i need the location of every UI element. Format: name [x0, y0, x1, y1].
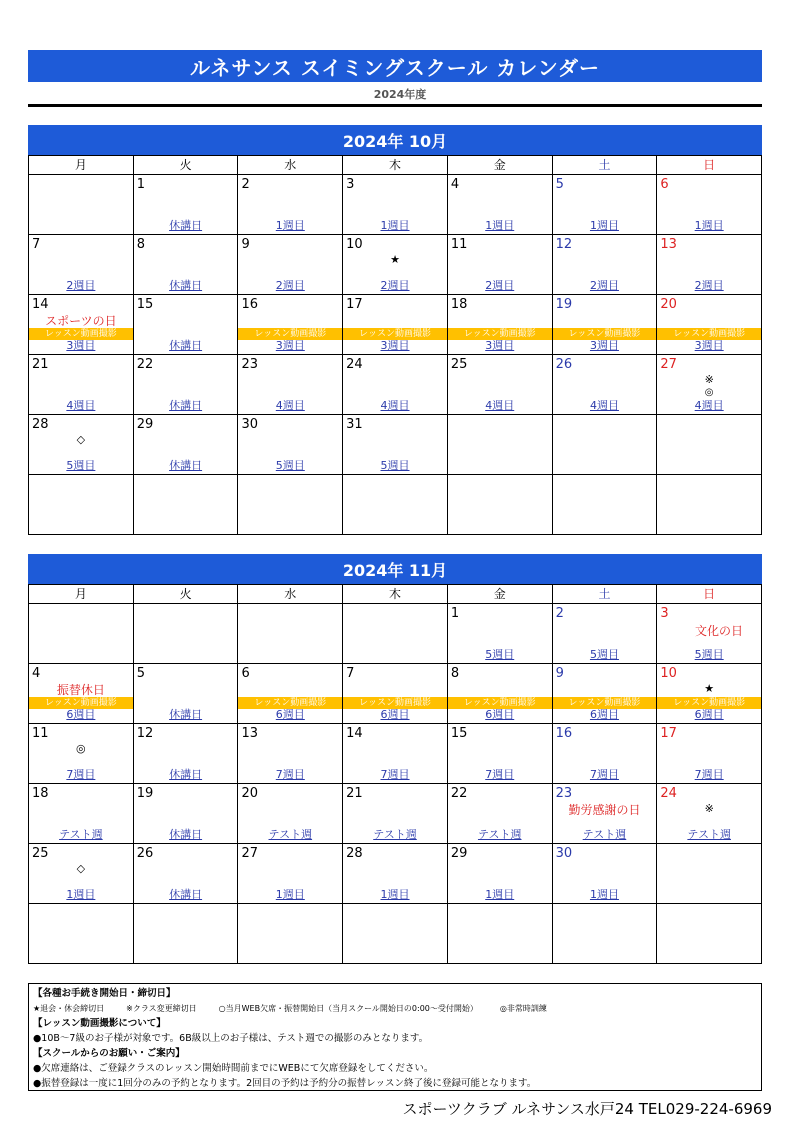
weekday-label: 水 — [238, 156, 343, 175]
weekday-label: 日 — [657, 585, 762, 604]
day-cell — [553, 724, 658, 784]
day-cell — [29, 175, 134, 235]
event-symbol: ★ — [390, 253, 400, 266]
day-number: 3 — [660, 606, 669, 621]
day-cell — [553, 784, 658, 844]
day-number: 23 — [555, 786, 573, 801]
week-row — [29, 664, 762, 724]
day-number: 19 — [555, 297, 573, 312]
day-number: 2 — [241, 177, 250, 192]
day-number: 20 — [660, 297, 677, 312]
week-label: 1週目 — [275, 219, 305, 232]
notes-line: ●欠席連絡は、ご登録クラスのレッスン開始時間前までにWEBにて欠席登録をしてください。 — [33, 1063, 434, 1074]
video-shoot-band: レッスン動画撮影 — [29, 328, 133, 340]
week-label: 7週目 — [589, 768, 619, 781]
day-number: 1 — [136, 177, 145, 192]
day-cell — [343, 295, 448, 355]
day-cell — [238, 724, 343, 784]
video-shoot-band: レッスン動画撮影 — [448, 328, 552, 340]
week-label: テスト週 — [373, 828, 417, 841]
day-number: 10 — [346, 237, 363, 252]
week-label: 3週目 — [485, 339, 515, 352]
day-number: 25 — [450, 357, 468, 372]
day-cell — [448, 295, 553, 355]
video-shoot-band: レッスン動画撮影 — [343, 328, 447, 340]
day-number: 15 — [450, 726, 468, 741]
week-label: 6週目 — [589, 708, 619, 721]
day-cell — [238, 475, 343, 535]
week-row — [29, 844, 762, 904]
week-label: 6週目 — [275, 708, 305, 721]
day-number: 14 — [346, 726, 363, 741]
weekday-label: 土 — [553, 156, 658, 175]
day-cell — [448, 664, 553, 724]
week-label: 2週目 — [66, 279, 96, 292]
week-label: 1週目 — [66, 888, 96, 901]
day-number: 9 — [555, 666, 564, 681]
day-number: 5 — [555, 177, 564, 192]
day-number: 11 — [32, 726, 49, 741]
day-number: 8 — [136, 237, 145, 252]
day-cell — [553, 295, 658, 355]
day-number: 19 — [136, 786, 154, 801]
legend-item: ※クラス変更締切日 — [126, 1004, 197, 1013]
week-label: 休講日 — [169, 888, 203, 901]
day-cell — [448, 844, 553, 904]
week-label: 4週目 — [380, 399, 410, 412]
week-label: 休講日 — [169, 399, 203, 412]
week-label: 5週目 — [275, 459, 305, 472]
day-number: 9 — [241, 237, 250, 252]
day-number: 22 — [450, 786, 468, 801]
weekday-header-row — [29, 156, 762, 175]
day-number: 26 — [555, 357, 573, 372]
week-row — [29, 355, 762, 415]
week-label: テスト週 — [477, 828, 522, 841]
day-cell — [343, 175, 448, 235]
day-cell — [134, 475, 239, 535]
event-symbol: ※ — [704, 802, 714, 815]
day-number: 8 — [450, 666, 460, 681]
day-cell — [448, 784, 553, 844]
day-cell — [29, 475, 134, 535]
day-cell — [553, 235, 658, 295]
day-cell — [448, 904, 553, 964]
day-cell — [238, 844, 343, 904]
day-cell — [134, 724, 239, 784]
week-label: 3週目 — [694, 339, 724, 352]
day-number: 17 — [660, 726, 677, 741]
day-cell — [134, 295, 239, 355]
week-label: 5週目 — [589, 648, 619, 661]
week-label: 7週目 — [275, 768, 305, 781]
week-label: 6週目 — [485, 708, 515, 721]
weekday-label: 月 — [29, 585, 134, 604]
day-number: 4 — [450, 177, 460, 192]
day-number: 30 — [555, 846, 573, 861]
week-label: 5週目 — [380, 459, 410, 472]
day-number: 23 — [241, 357, 258, 372]
day-cell — [238, 664, 343, 724]
week-label: 6週目 — [694, 708, 724, 721]
week-label: テスト週 — [59, 828, 103, 841]
day-cell — [343, 355, 448, 415]
day-number: 13 — [241, 726, 258, 741]
day-cell — [343, 235, 448, 295]
holiday-label: 勤労感謝の日 — [568, 803, 641, 817]
day-number: 28 — [346, 846, 363, 861]
day-number: 20 — [241, 786, 258, 801]
day-cell — [448, 175, 553, 235]
day-cell — [238, 235, 343, 295]
day-number: 21 — [32, 357, 49, 372]
day-number: 28 — [32, 417, 49, 432]
day-cell — [29, 664, 134, 724]
day-cell — [657, 904, 762, 964]
week-label: 1週目 — [275, 888, 305, 901]
day-cell — [134, 415, 239, 475]
week-label: 6週目 — [380, 708, 410, 721]
day-cell — [553, 664, 658, 724]
day-number: 31 — [346, 417, 363, 432]
week-label: 1週目 — [380, 219, 410, 232]
week-label: 1週目 — [485, 219, 515, 232]
day-number: 7 — [346, 666, 355, 681]
day-cell — [343, 724, 448, 784]
week-row — [29, 295, 762, 355]
week-label: テスト週 — [268, 828, 313, 841]
day-cell — [448, 604, 553, 664]
week-label: 4週目 — [485, 399, 515, 412]
week-label: 2週目 — [589, 279, 619, 292]
day-number: 16 — [555, 726, 573, 741]
notes-box — [28, 983, 762, 1091]
legend-item: ◎非常時訓練 — [499, 1004, 547, 1013]
day-cell — [553, 415, 658, 475]
week-label: 1週目 — [589, 219, 619, 232]
day-number: 18 — [32, 786, 49, 801]
day-number: 11 — [450, 237, 468, 252]
holiday-label: 文化の日 — [695, 624, 744, 638]
weekday-label: 火 — [134, 585, 239, 604]
day-number: 7 — [32, 237, 41, 252]
weekday-label: 土 — [553, 585, 658, 604]
day-number: 29 — [136, 417, 154, 432]
day-number: 1 — [450, 606, 460, 621]
day-number: 22 — [136, 357, 154, 372]
weekday-label: 金 — [448, 585, 553, 604]
week-label: テスト週 — [582, 828, 627, 841]
day-cell — [657, 724, 762, 784]
week-label: 1週目 — [485, 888, 515, 901]
event-symbol: ◎ — [76, 742, 86, 755]
weekday-label: 日 — [657, 156, 762, 175]
video-shoot-band: レッスン動画撮影 — [238, 697, 342, 709]
week-label: 5週目 — [485, 648, 515, 661]
day-number: 15 — [136, 297, 154, 312]
week-row — [29, 175, 762, 235]
day-cell — [238, 295, 343, 355]
day-cell — [29, 844, 134, 904]
day-number: 6 — [241, 666, 250, 681]
legend-item: ★退会・休会締切日 — [33, 1004, 105, 1013]
day-cell — [553, 904, 658, 964]
day-cell — [343, 664, 448, 724]
day-cell — [657, 604, 762, 664]
video-shoot-band: レッスン動画撮影 — [657, 697, 761, 709]
weekday-label: 金 — [448, 156, 553, 175]
day-number: 25 — [32, 846, 49, 861]
fiscal-year: 2024年度 — [373, 88, 427, 101]
weekday-header-row — [29, 585, 762, 604]
day-cell — [238, 784, 343, 844]
day-cell — [448, 724, 553, 784]
week-label: 5週目 — [66, 459, 96, 472]
day-cell — [448, 355, 553, 415]
week-label: 休講日 — [169, 828, 203, 841]
day-number: 29 — [450, 846, 468, 861]
calendar-grid — [28, 584, 762, 964]
day-cell — [553, 475, 658, 535]
day-cell — [553, 844, 658, 904]
week-row — [29, 904, 762, 964]
week-row — [29, 784, 762, 844]
event-symbol: ※ — [704, 373, 714, 386]
week-label: 7週目 — [66, 768, 96, 781]
week-label: 3週目 — [275, 339, 305, 352]
day-cell — [29, 415, 134, 475]
week-label: 7週目 — [485, 768, 515, 781]
day-cell — [553, 604, 658, 664]
day-cell — [134, 904, 239, 964]
day-number: 24 — [346, 357, 363, 372]
video-shoot-band: レッスン動画撮影 — [29, 697, 133, 709]
week-label: 3週目 — [380, 339, 410, 352]
day-cell — [657, 664, 762, 724]
week-label: 休講日 — [169, 219, 203, 232]
week-label: 1週目 — [694, 219, 724, 232]
weekday-label: 水 — [238, 585, 343, 604]
weekday-label: 火 — [134, 156, 239, 175]
video-shoot-band: レッスン動画撮影 — [553, 328, 657, 340]
day-cell — [657, 475, 762, 535]
week-row — [29, 604, 762, 664]
day-cell — [657, 295, 762, 355]
week-label: 1週目 — [380, 888, 410, 901]
video-shoot-band: レッスン動画撮影 — [657, 328, 761, 340]
day-number: 16 — [241, 297, 258, 312]
video-shoot-band: レッスン動画撮影 — [553, 697, 657, 709]
notes-line: ●10B～7級のお子様が対象です。6B級以上のお子様は、テスト週での撮影のみとなります。 — [33, 1033, 429, 1044]
club-contact-footer: スポーツクラブ ルネサンス水戸24 TEL029-224-6969 — [402, 1100, 772, 1118]
day-cell — [29, 724, 134, 784]
day-number: 10 — [660, 666, 677, 681]
day-cell — [134, 355, 239, 415]
day-cell — [134, 235, 239, 295]
week-label: 休講日 — [169, 279, 203, 292]
week-label: 2週目 — [275, 279, 305, 292]
weekday-label: 月 — [29, 156, 134, 175]
day-cell — [238, 355, 343, 415]
day-cell — [134, 844, 239, 904]
calendar-title-banner: ルネサンス スイミングスクール カレンダー — [28, 50, 762, 82]
week-row — [29, 724, 762, 784]
day-cell — [134, 604, 239, 664]
day-cell — [343, 904, 448, 964]
day-cell — [448, 475, 553, 535]
month-header: 2024年 10月 — [28, 125, 762, 155]
day-cell — [343, 475, 448, 535]
day-number: 27 — [660, 357, 677, 372]
video-shoot-band: レッスン動画撮影 — [448, 697, 552, 709]
day-cell — [657, 415, 762, 475]
day-cell — [553, 355, 658, 415]
video-shoot-band: レッスン動画撮影 — [343, 697, 447, 709]
day-cell — [238, 175, 343, 235]
notes-legend — [33, 1001, 757, 1016]
day-number: 2 — [555, 606, 564, 621]
day-cell — [657, 844, 762, 904]
day-number: 17 — [346, 297, 363, 312]
day-number: 18 — [450, 297, 468, 312]
day-cell — [657, 235, 762, 295]
video-shoot-band: レッスン動画撮影 — [238, 328, 342, 340]
day-cell — [134, 175, 239, 235]
event-symbol: ◇ — [76, 862, 86, 875]
day-cell — [448, 415, 553, 475]
day-number: 14 — [32, 297, 49, 312]
holiday-label: 振替休日 — [56, 683, 105, 697]
week-label: 6週目 — [66, 708, 96, 721]
day-cell — [553, 175, 658, 235]
day-cell — [29, 295, 134, 355]
day-cell — [343, 784, 448, 844]
weekday-label: 木 — [343, 585, 448, 604]
day-cell — [29, 904, 134, 964]
week-label: 3週目 — [66, 339, 96, 352]
day-number: 30 — [241, 417, 258, 432]
week-label: 4週目 — [275, 399, 305, 412]
week-label: 休講日 — [169, 339, 203, 352]
day-cell — [343, 415, 448, 475]
week-label: 4週目 — [694, 399, 724, 412]
week-label: 4週目 — [66, 399, 96, 412]
day-cell — [29, 604, 134, 664]
week-label: 5週目 — [694, 648, 724, 661]
day-number: 26 — [136, 846, 154, 861]
event-symbol: ◇ — [76, 433, 86, 446]
weekday-label: 木 — [343, 156, 448, 175]
month-october — [28, 125, 762, 535]
day-cell — [657, 355, 762, 415]
week-label: 2週目 — [485, 279, 515, 292]
week-label: テスト週 — [687, 828, 731, 841]
week-label: 7週目 — [694, 768, 724, 781]
week-label: 3週目 — [589, 339, 619, 352]
notes-heading-video: 【レッスン動画撮影について】 — [33, 1018, 166, 1029]
week-row — [29, 475, 762, 535]
day-number: 13 — [660, 237, 677, 252]
week-label: 7週目 — [380, 768, 410, 781]
week-label: 2週目 — [694, 279, 724, 292]
month-header: 2024年 11月 — [28, 554, 762, 584]
holiday-label: スポーツの日 — [45, 314, 117, 328]
day-cell — [29, 784, 134, 844]
day-number: 4 — [32, 666, 41, 681]
day-cell — [238, 415, 343, 475]
week-label: 休講日 — [169, 708, 203, 721]
day-cell — [134, 784, 239, 844]
notes-line: ●振替登録は一度に1回分のみの予約となります。2回目の予約は予約分の振替レッスン終了後に登録可能となります。 — [33, 1078, 537, 1089]
day-cell — [238, 604, 343, 664]
day-cell — [29, 355, 134, 415]
week-row — [29, 415, 762, 475]
day-number: 5 — [136, 666, 145, 681]
week-label: 休講日 — [169, 768, 203, 781]
week-label: 2週目 — [380, 279, 410, 292]
day-number: 24 — [660, 786, 677, 801]
day-cell — [657, 784, 762, 844]
notes-heading-requests: 【スクールからのお願い・ご案内】 — [33, 1048, 185, 1059]
day-number: 21 — [346, 786, 363, 801]
week-label: 休講日 — [169, 459, 203, 472]
month-november — [28, 554, 762, 964]
week-row — [29, 235, 762, 295]
day-number: 6 — [660, 177, 669, 192]
event-symbol: ◎ — [704, 387, 714, 398]
day-cell — [448, 235, 553, 295]
legend-item: ○当月WEB欠席・振替開始日（当月スクール開始日の0:00～受付開始） — [218, 1004, 478, 1013]
day-number: 12 — [555, 237, 573, 252]
event-symbol: ★ — [704, 682, 715, 695]
day-number: 27 — [241, 846, 258, 861]
day-cell — [238, 904, 343, 964]
week-label: 1週目 — [589, 888, 619, 901]
notes-heading-procedures: 【各種お手続き開始日・締切日】 — [33, 988, 176, 999]
day-cell — [343, 604, 448, 664]
day-cell — [29, 235, 134, 295]
day-number: 12 — [136, 726, 154, 741]
day-cell — [343, 844, 448, 904]
title-divider — [28, 104, 762, 107]
day-number: 3 — [346, 177, 355, 192]
day-cell — [134, 664, 239, 724]
calendar-grid — [28, 155, 762, 535]
week-label: 4週目 — [589, 399, 619, 412]
day-cell — [657, 175, 762, 235]
